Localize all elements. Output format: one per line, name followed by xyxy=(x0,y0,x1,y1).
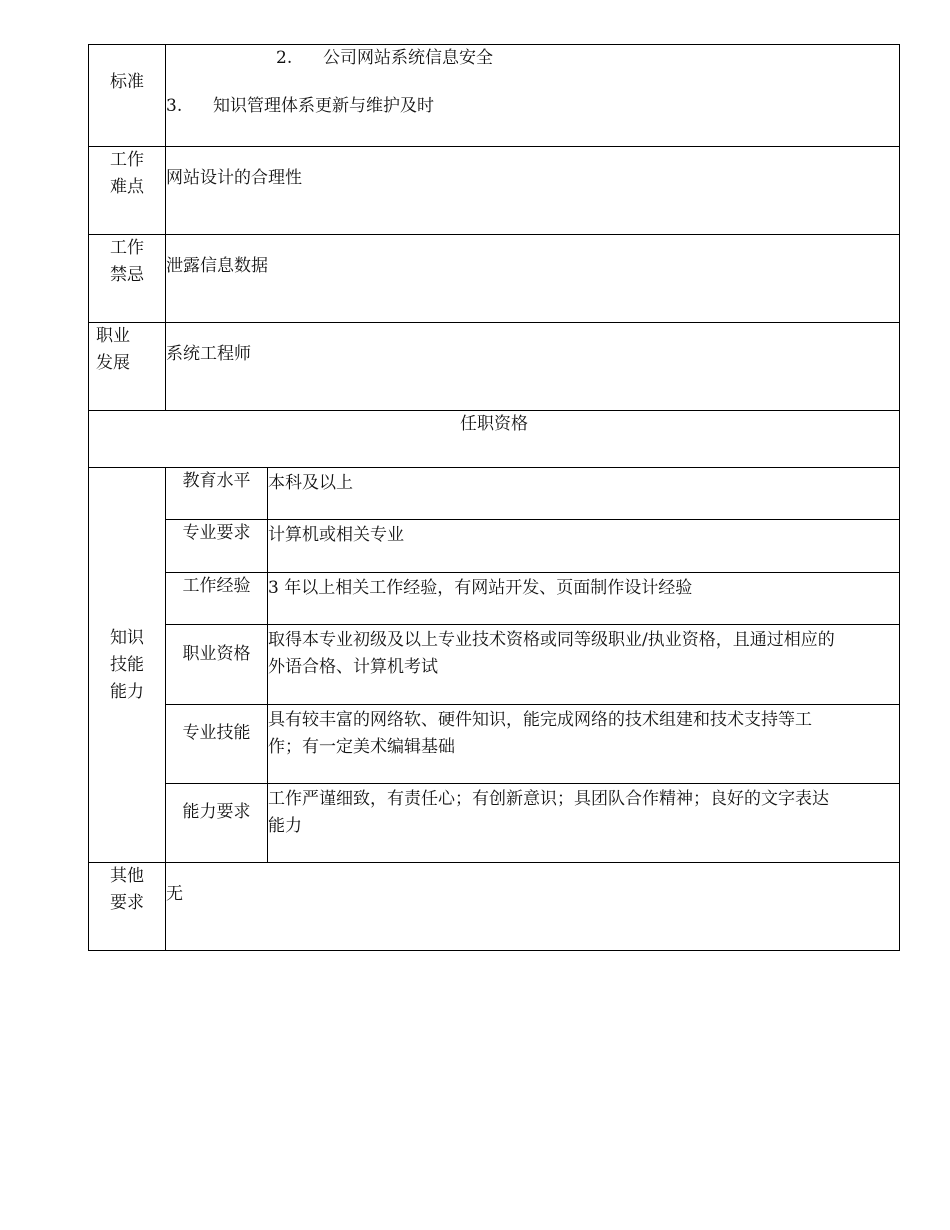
standard-label-text: 标准 xyxy=(110,72,144,92)
qualifications-title-row xyxy=(89,411,900,468)
other-content xyxy=(166,863,900,951)
skills-label-text: 专业技能 xyxy=(182,723,251,743)
difficulty-text: 网站设计的合理性 xyxy=(166,168,302,188)
standard-item-3-text: 知识管理体系更新与维护及时 xyxy=(213,96,434,116)
standard-item-3 xyxy=(166,93,899,123)
standard-row xyxy=(89,45,900,147)
skills-value xyxy=(268,705,900,784)
career-label xyxy=(89,323,166,411)
other-label-line-1: 其他 xyxy=(110,866,144,886)
difficulty-label-line-1: 工作 xyxy=(110,150,144,170)
certification-label xyxy=(166,625,268,705)
abilities-label xyxy=(166,784,268,863)
standard-item-2-text: 公司网站系统信息安全 xyxy=(323,48,493,68)
qualification-row-certification xyxy=(89,625,900,705)
career-label-line-2: 发展 xyxy=(96,353,130,373)
other-text: 无 xyxy=(166,884,183,904)
taboo-text: 泄露信息数据 xyxy=(166,256,268,276)
certification-value xyxy=(268,625,900,705)
qualification-row-experience xyxy=(89,573,900,625)
standard-content xyxy=(166,45,900,147)
qualifications-title xyxy=(89,411,900,468)
education-value xyxy=(268,468,900,520)
knowledge-skills-label-line-2: 技能 xyxy=(110,654,144,675)
qualification-row-abilities xyxy=(89,784,900,863)
experience-value xyxy=(268,573,900,625)
other-row xyxy=(89,863,900,951)
difficulty-label-line-2: 难点 xyxy=(110,177,144,197)
skills-value-line-1: 具有较丰富的网络软、硬件知识，能完成网络的技术组建和技术支持等工 xyxy=(268,710,812,730)
abilities-value xyxy=(268,784,900,863)
experience-value-text: 3 年以上相关工作经验，有网站开发、页面制作设计经验 xyxy=(268,578,693,598)
education-label xyxy=(166,468,268,520)
taboo-content xyxy=(166,235,900,323)
knowledge-skills-label-line-1: 知识 xyxy=(110,627,144,648)
standard-item-3-num: 3. xyxy=(166,96,183,116)
abilities-value-line-2: 能力 xyxy=(268,816,302,836)
other-label xyxy=(89,863,166,951)
difficulty-row xyxy=(89,147,900,235)
major-value xyxy=(268,520,900,573)
skills-label xyxy=(166,705,268,784)
experience-label-text: 工作经验 xyxy=(182,576,251,596)
standard-item-2-num: 2. xyxy=(276,48,293,68)
major-value-text: 计算机或相关专业 xyxy=(268,525,404,545)
major-label-text: 专业要求 xyxy=(182,523,251,543)
job-description-table xyxy=(88,44,900,951)
difficulty-content xyxy=(166,147,900,235)
knowledge-skills-label xyxy=(89,468,166,863)
career-text: 系统工程师 xyxy=(166,344,251,364)
abilities-value-line-1: 工作严谨细致，有责任心；有创新意识；具团队合作精神；良好的文字表达 xyxy=(268,789,829,809)
qualification-row-education xyxy=(89,468,900,520)
career-content xyxy=(166,323,900,411)
certification-value-line-1: 取得本专业初级及以上专业技术资格或同等级职业/执业资格，且通过相应的 xyxy=(268,630,835,650)
taboo-label-line-1: 工作 xyxy=(110,238,144,258)
other-label-line-2: 要求 xyxy=(110,893,144,913)
education-value-text: 本科及以上 xyxy=(268,473,353,493)
difficulty-label xyxy=(89,147,166,235)
career-row xyxy=(89,323,900,411)
abilities-label-text: 能力要求 xyxy=(182,802,251,822)
qualification-row-major xyxy=(89,520,900,573)
standard-label xyxy=(89,45,166,147)
taboo-row xyxy=(89,235,900,323)
certification-value-line-2: 外语合格、计算机考试 xyxy=(268,657,438,677)
taboo-label xyxy=(89,235,166,323)
knowledge-skills-label-line-3: 能力 xyxy=(110,681,144,702)
career-label-line-1: 职业 xyxy=(96,326,130,346)
standard-item-2 xyxy=(166,45,899,75)
education-label-text: 教育水平 xyxy=(182,471,251,491)
qualifications-title-text: 任职资格 xyxy=(460,414,528,434)
experience-label xyxy=(166,573,268,625)
certification-label-text: 职业资格 xyxy=(182,644,251,664)
taboo-label-line-2: 禁忌 xyxy=(110,265,144,285)
qualification-row-skills xyxy=(89,705,900,784)
skills-value-line-2: 作；有一定美术编辑基础 xyxy=(268,737,455,757)
major-label xyxy=(166,520,268,573)
